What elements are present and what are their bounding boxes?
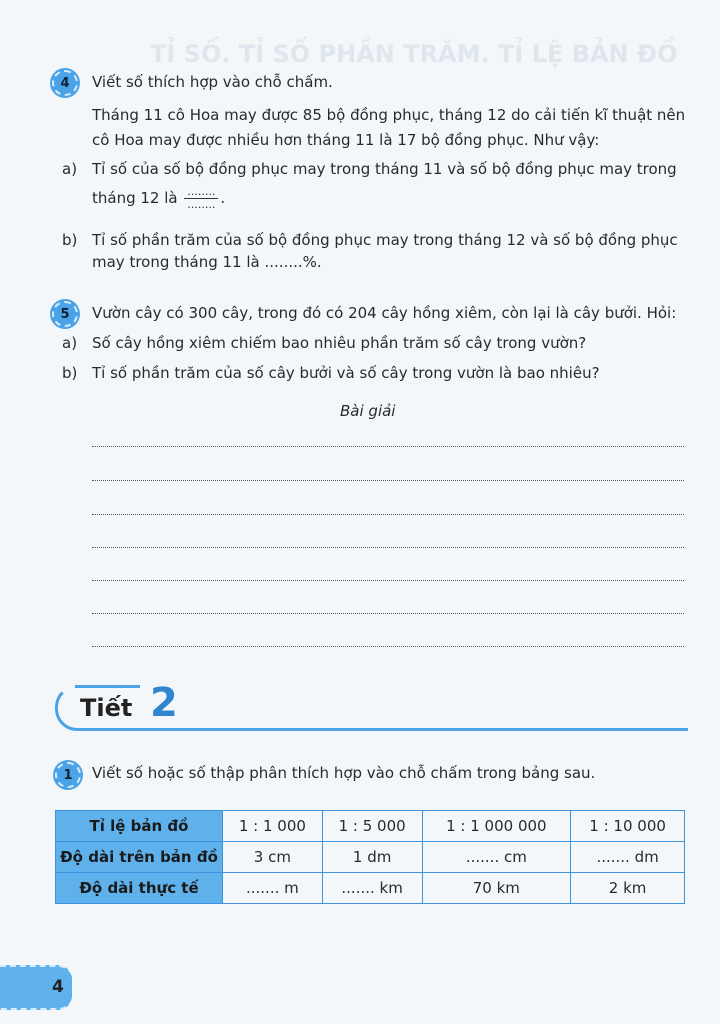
q4-text-line1: Tháng 11 cô Hoa may được 85 bộ đồng phục, tháng 12 do cải tiến kĩ thuật nên [92,106,686,124]
page-number-tab [0,965,72,1010]
fraction-blank[interactable] [184,186,218,211]
map-scale-table [55,810,685,904]
q4-a-label: a) [62,160,78,178]
table-row [56,873,685,904]
question-number-4: 4 [52,70,78,96]
answer-line[interactable] [92,580,684,581]
q4-a-line1: Tỉ số của số bộ đồng phục may trong tháng 11 và số bộ đồng phục may trong [92,160,677,178]
table-cell: 1 : 1 000 000 [422,811,571,842]
q4-b-line1: Tỉ số phần trăm của số bộ đồng phục may trong tháng 12 và số bộ đồng phục [92,231,678,249]
section-top-line [75,685,140,688]
q5-title: Vườn cây có 300 cây, trong đó có 204 cây hồng xiêm, còn lại là cây bưởi. Hỏi: [92,304,677,322]
q4-text-line2: cô Hoa may được nhiều hơn tháng 11 là 17 bộ đồng phục. Như vậy: [92,131,600,149]
table-cell: 1 : 10 000 [571,811,685,842]
question-number-1: 1 [55,762,81,788]
table-cell: 3 cm [223,842,323,873]
row-header: Tỉ lệ bản đồ [56,811,223,842]
table-cell: 1 : 1 000 [223,811,323,842]
answer-line[interactable] [92,613,684,614]
table-row [56,811,685,842]
denominator-blank: ........ [187,198,216,211]
answer-line[interactable] [92,480,684,481]
table-cell-blank[interactable]: ....... km [322,873,422,904]
table-cell: 70 km [422,873,571,904]
section-header [55,680,688,731]
answer-line[interactable] [92,446,684,447]
q5-b: Tỉ số phần trăm của số cây bưởi và số cây trong vườn là bao nhiêu? [92,364,600,382]
table-cell: 2 km [571,873,685,904]
q4-b-line2: may trong tháng 11 là ........%. [92,253,322,271]
table-cell-blank[interactable]: ....... m [223,873,323,904]
section-number: 2 [150,680,178,726]
q4-a-line2: tháng 12 là $\frac{........}{........}$ . [92,185,226,211]
q1-title: Viết số hoặc số thập phân thích hợp vào chỗ chấm trong bảng sau. [92,764,596,782]
table-cell-blank[interactable]: ....... dm [571,842,685,873]
row-header: Độ dài trên bản đồ [56,842,223,873]
solution-label: Bài giải [340,402,396,420]
row-header: Độ dài thực tế [56,873,223,904]
q5-a-label: a) [62,334,78,352]
q4-a-text: tháng 12 là [92,189,178,207]
bleed-through-text: TỈ SỐ. TỈ SỐ PHẦN TRĂM. TỈ LỆ BẢN ĐỒ [150,40,678,68]
table-cell: 1 dm [322,842,422,873]
numerator-blank: ........ [187,185,216,198]
table-row [56,842,685,873]
table-cell: 1 : 5 000 [322,811,422,842]
q4-title: Viết số thích hợp vào chỗ chấm. [92,73,333,91]
q5-b-label: b) [62,364,78,382]
question-number-5: 5 [52,301,78,327]
table-cell-blank[interactable]: ....... cm [422,842,571,873]
page-number: 4 [52,977,64,997]
answer-line[interactable] [92,547,684,548]
answer-line[interactable] [92,646,684,647]
q5-a: Số cây hồng xiêm chiếm bao nhiêu phần trăm số cây trong vườn? [92,334,587,352]
q4-b-label: b) [62,231,78,249]
answer-line[interactable] [92,514,684,515]
section-word: Tiết [80,694,133,722]
